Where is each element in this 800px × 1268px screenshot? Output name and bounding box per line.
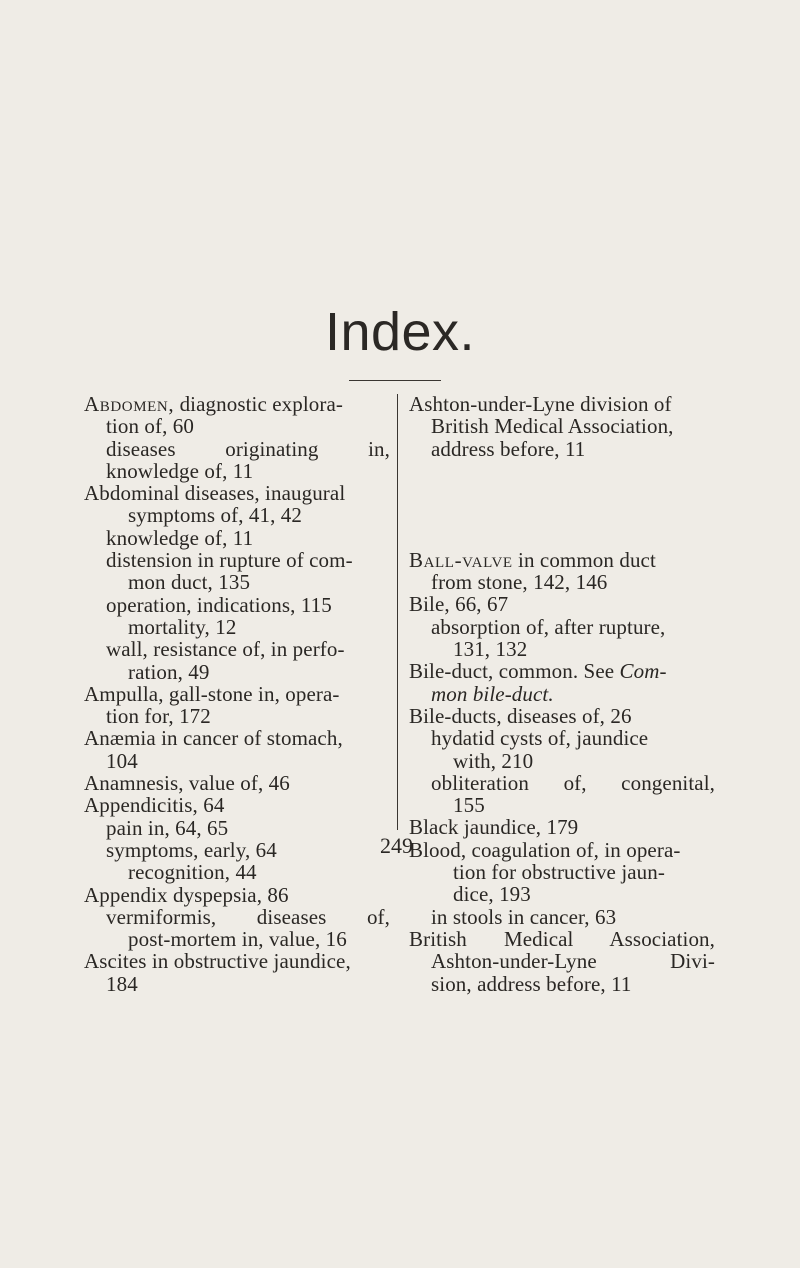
index-entry <box>409 549 715 571</box>
index-entry <box>409 705 715 727</box>
index-subentry <box>84 549 390 571</box>
entry-text: diagnostic explora- <box>174 392 343 416</box>
index-subentry <box>84 973 390 995</box>
index-subentry <box>84 928 390 950</box>
entry-text: symptoms, early, 64 <box>106 837 277 862</box>
index-subentry <box>84 839 390 861</box>
index-subentry <box>409 571 715 593</box>
index-subentry <box>84 594 390 616</box>
entry-text: British Medical Association, <box>431 414 674 439</box>
entry-text: Ashton-under-Lyne Divi- <box>431 949 715 974</box>
index-entry <box>84 393 390 415</box>
index-subentry <box>84 527 390 549</box>
index-entry <box>84 950 390 972</box>
entry-text: vermiformis, diseases of, <box>106 904 390 929</box>
entry-text: from stone, 142, 146 <box>431 570 608 595</box>
index-subentry <box>409 772 715 794</box>
entry-text: dice, 193 <box>453 882 531 907</box>
index-entry <box>409 660 715 682</box>
index-subentry <box>84 460 390 482</box>
index-subentry <box>409 727 715 749</box>
entry-text: tion for obstructive jaun- <box>453 860 665 885</box>
index-subentry <box>84 504 390 526</box>
index-subentry <box>84 438 390 460</box>
index-subentry <box>84 817 390 839</box>
index-subentry <box>409 638 715 660</box>
title-rule <box>349 380 441 381</box>
index-subentry <box>409 973 715 995</box>
index-subentry <box>409 415 715 437</box>
index-subentry <box>409 438 715 460</box>
entry-text: address before, 11 <box>431 436 586 461</box>
entry-text: tion for, 172 <box>106 704 211 729</box>
index-entry <box>409 816 715 838</box>
entry-text: Anæmia in cancer of stomach, <box>84 726 343 751</box>
index-subentry <box>409 861 715 883</box>
entry-text: Black jaundice, 179 <box>409 815 579 840</box>
index-subentry <box>409 950 715 972</box>
index-subentry <box>84 750 390 772</box>
index-entry <box>409 839 715 861</box>
index-subentry <box>84 415 390 437</box>
index-entry <box>84 727 390 749</box>
entry-text: Ampulla, gall-stone in, opera- <box>84 681 340 706</box>
entry-text: Bile, 66, 67 <box>409 592 509 617</box>
entry-text: mortality, 12 <box>128 614 237 639</box>
index-subentry <box>84 861 390 883</box>
index-column-left <box>84 393 390 995</box>
entry-text: wall, resistance of, in perfo- <box>106 637 345 662</box>
index-entry <box>84 884 390 906</box>
entry-text: Anamnesis, value of, 46 <box>84 771 290 796</box>
entry-text: mon duct, 135 <box>128 570 251 595</box>
index-entry <box>409 393 715 415</box>
index-entry <box>409 928 715 950</box>
entry-text: ration, 49 <box>128 659 210 684</box>
entry-text: Ascites in obstructive jaundice, <box>84 949 351 974</box>
entry-text: in stools in cancer, 63 <box>431 904 617 929</box>
entry-text: 184 <box>106 971 138 996</box>
entry-text: absorption of, after rupture, <box>431 614 666 639</box>
index-subentry <box>84 571 390 593</box>
index-subentry <box>409 794 715 816</box>
index-subentry <box>84 616 390 638</box>
entry-text: operation, indications, 115 <box>106 592 332 617</box>
entry-text: Bile-ducts, diseases of, 26 <box>409 703 632 728</box>
entry-text: British Medical Association, <box>409 926 715 951</box>
entry-text: Abdominal diseases, inaugural <box>84 481 346 506</box>
entry-text: knowledge of, 11 <box>106 525 254 550</box>
index-entry <box>84 772 390 794</box>
index-subentry <box>409 750 715 772</box>
entry-text: obliteration of, congenital, <box>431 770 715 795</box>
index-subentry <box>409 906 715 928</box>
index-entry <box>84 482 390 504</box>
entry-text: 155 <box>453 793 485 818</box>
section-gap <box>409 460 715 549</box>
entry-text: distension in rupture of com- <box>106 548 353 573</box>
entry-text: Appendicitis, 64 <box>84 793 225 818</box>
entry-text: sion, address before, 11 <box>431 971 632 996</box>
index-entry <box>84 683 390 705</box>
index-subentry <box>84 661 390 683</box>
entry-text: Blood, coagulation of, in opera- <box>409 837 681 862</box>
entry-headword: Ball-valve <box>409 547 513 572</box>
index-subentry <box>84 906 390 928</box>
index-entry <box>409 593 715 615</box>
entry-headword: Abdomen, <box>84 392 175 416</box>
cross-reference: mon bile-duct. <box>431 681 554 706</box>
page-number: 249 <box>380 833 413 858</box>
entry-text: 131, 132 <box>453 637 528 662</box>
index-subentry <box>84 638 390 660</box>
index-column-right <box>409 393 715 995</box>
page-title: Index. <box>324 302 476 362</box>
entry-text: symptoms of, 41, 42 <box>128 503 302 528</box>
column-divider <box>397 394 398 830</box>
entry-text: tion of, 60 <box>106 414 195 439</box>
cross-reference: Com- <box>619 659 667 684</box>
index-subentry <box>84 705 390 727</box>
entry-text: Ashton-under-Lyne division of <box>409 392 672 416</box>
index-subentry <box>409 683 715 705</box>
entry-text: diseases originating in, <box>106 436 390 461</box>
entry-text: recognition, 44 <box>128 860 257 885</box>
entry-text: 104 <box>106 748 138 773</box>
entry-text: knowledge of, 11 <box>106 458 254 483</box>
entry-text: in common duct <box>512 547 656 572</box>
entry-text: Appendix dyspepsia, 86 <box>84 882 289 907</box>
entry-text: hydatid cysts of, jaundice <box>431 726 649 751</box>
entry-text: pain in, 64, 65 <box>106 815 229 840</box>
index-subentry <box>409 883 715 905</box>
index-entry <box>84 794 390 816</box>
entry-text: with, 210 <box>453 748 534 773</box>
entry-text: post-mortem in, value, 16 <box>128 927 347 952</box>
entry-text: Bile-duct, common. See <box>409 659 620 684</box>
index-subentry <box>409 616 715 638</box>
